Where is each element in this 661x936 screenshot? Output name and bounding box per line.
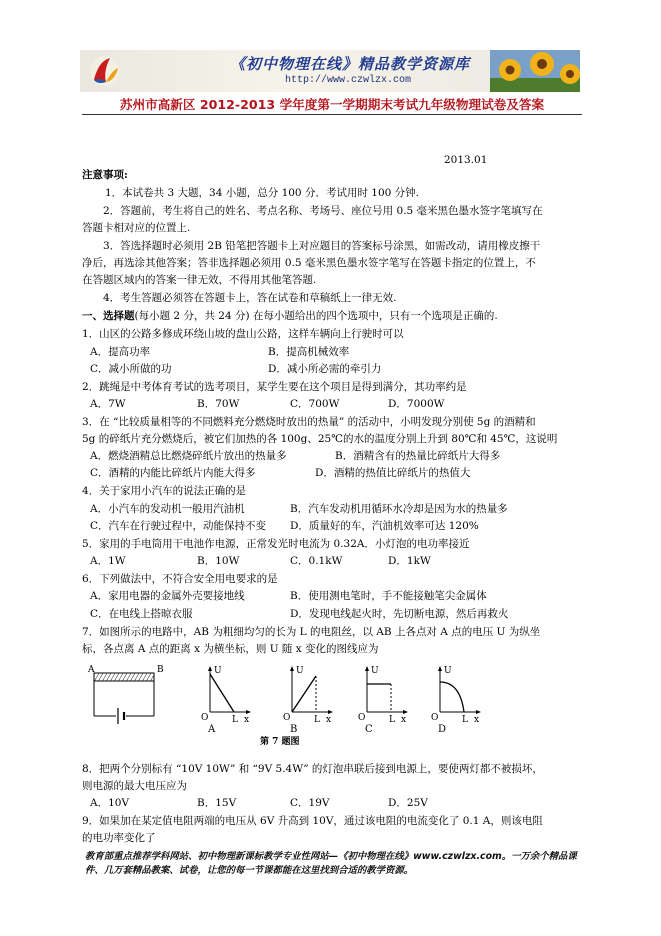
question-4-option-d: D．质量好的车，汽油机效率可达 120%	[290, 520, 479, 532]
graph-label-a: A	[208, 724, 216, 735]
axis-origin: O	[358, 713, 366, 723]
axis-origin: O	[283, 713, 291, 723]
graph-label-d: D	[438, 724, 447, 735]
footer-line: 教育部重点推荐学科网站、初中物理新课标教学专业性网站—《初中物理在线》www.czwlzx.com。一万余个精品课	[85, 851, 577, 862]
question-5-option-b: B．10W	[197, 555, 240, 567]
site-logo-icon	[88, 54, 122, 88]
question-6-option-d: D．发现电线起火时，先切断电源，然后再救火	[290, 608, 509, 620]
section-heading	[82, 309, 498, 323]
section-label: 一、选择题	[82, 310, 135, 322]
question-9-stem: 9．如果加在某定值电阻两端的电压从 6V 升高到 10V，通过该电阻的电流变化了 0.1 A，则该电阻	[82, 815, 543, 827]
figure-caption: 第 7 题图	[260, 737, 300, 747]
question-6-option-c: C．在电线上搭晾衣服	[90, 608, 193, 620]
question-2-option-a: A．7W	[90, 398, 126, 410]
axis-label-u: U	[214, 666, 222, 676]
question-4-option-c: C．汽车在行驶过程中，动能保持不变	[90, 520, 267, 532]
question-7-stem: 7．如图所示的电路中，AB 为粗细均匀的长为 L 的电阻丝，以 AB 上各点对 A 点的电压 U 为纵坐	[82, 626, 541, 638]
axis-label-u: U	[296, 666, 304, 676]
document-title: 苏州市高新区 2012-2013 学年度第一学期期末考试九年级物理试卷及答案	[119, 97, 545, 112]
axis-tick-l: L	[232, 715, 238, 725]
question-5-stem: 5．家用的手电筒用干电池作电源，正常发光时电流为 0.32A．小灯泡的电功率接近	[82, 538, 470, 550]
graph-option-a	[201, 666, 251, 735]
question-9-stem-cont: 的电功率变化了	[82, 832, 156, 844]
note-line: 3．答选择题时必须用 2B 铅笔把答题卡上对应题目的答案标号涂黑，如需改动，请用橡皮擦干	[103, 240, 541, 252]
question-8-option-d: D．25V	[388, 797, 428, 809]
note-line: 1．本试卷共 3 大题，34 小题，总分 100 分．考试用时 100 分钟.	[105, 187, 420, 199]
resistor-label-b: B	[157, 665, 164, 675]
question-1-option-c: C．减小所做的功	[90, 363, 172, 375]
question-3-option-c: C．酒精的内能比碎纸片内能大得多	[90, 467, 256, 479]
question-1-option-a: A．提高功率	[90, 346, 151, 358]
graph-option-d	[431, 666, 481, 735]
question-1-option-b: B．提高机械效率	[268, 346, 350, 358]
note-line: 4．考生答题必须答在答题卡上，答在试卷和草稿纸上一律无效.	[103, 292, 397, 304]
question-8-stem: 8．把两个分别标有 “10V 10W” 和 “9V 5.4W” 的灯泡串联后接到电源上，要使两灯都不被损坏，	[82, 763, 543, 775]
question-4-option-b: B．汽车发动机用循环水冷却是因为水的热量多	[290, 503, 508, 515]
question-8-option-c: C．19V	[290, 797, 330, 809]
question-4-option-a: A．小汽车的发动机一般用汽油机	[90, 503, 245, 515]
graph-label-c: C	[365, 724, 373, 735]
question-2-stem: 2．跳绳是中考体育考试的选考项目，某学生要在这个项目是得到满分，其功率约是	[82, 381, 467, 393]
question-7-stem-cont: 标，各点离 A 点的距离 x 为横坐标，则 U 随 x 变化的图线应为	[82, 643, 379, 655]
axis-label-u: U	[371, 666, 379, 676]
graph-option-b	[283, 666, 333, 735]
section-intro: (每小题 2 分，共 24 分) 在每小题给出的四个选项中，只有一个选项是正确的.	[134, 310, 498, 322]
page-footer	[85, 850, 590, 878]
title-divider	[82, 114, 582, 115]
question-3-option-b: B．酒精含有的热量比碎纸片大得多	[335, 450, 501, 462]
question-6-option-a: A．家用电器的金属外壳要接地线	[90, 590, 245, 602]
graph-option-c	[358, 666, 408, 735]
graph-label-b: B	[290, 724, 298, 735]
question-1-stem: 1．山区的公路多修成环绕山坡的盘山公路，这样车辆向上行驶时可以	[82, 328, 404, 340]
axis-tick-l: L	[314, 715, 320, 725]
circuit-diagram	[94, 673, 154, 724]
axis-label-x: x	[401, 715, 407, 725]
question-3-option-a: A．燃烧酒精总比燃烧碎纸片放出的热量多	[90, 450, 287, 462]
notes-heading: 注意事项:	[82, 169, 128, 181]
site-banner	[80, 50, 580, 92]
note-line: 2．答题前，考生将自己的姓名、考点名称、考场号、座位号用 0.5 毫米黑色墨水签字笔填写在	[103, 205, 543, 217]
note-line: 净后，再选涂其他答案；答非选择题必须用 0.5 毫米黑色墨水签字笔写在答题卡指定的位置上，不	[82, 257, 536, 269]
question-3-stem-cont: 5g 的碎纸片充分燃烧后，被它们加热的各 100g、25℃的水的温度分别上升到 80℃和 45℃，这说明	[82, 433, 558, 445]
question-6-stem: 6．下列做法中，不符合安全用电要求的是	[82, 573, 278, 585]
axis-label-u: U	[444, 666, 452, 676]
question-8-option-b: B．15V	[197, 797, 237, 809]
question-5-option-c: C．0.1kW	[290, 555, 343, 567]
note-line: 在答题区域内的答案一律无效，不得用其他笔答题.	[82, 274, 317, 286]
axis-origin: O	[431, 713, 439, 723]
question-8-stem-cont: 则电源的最大电压应为	[82, 780, 187, 792]
sunflower-icon	[490, 50, 580, 92]
note-line: 答题卡相对应的位置上.	[82, 222, 191, 234]
axis-label-x: x	[474, 715, 480, 725]
question-7-figure	[88, 664, 488, 762]
axis-origin: O	[201, 713, 209, 723]
resistor-label-a: A	[88, 665, 95, 675]
question-3-option-d: D．酒精的热值比碎纸片的热值大	[315, 467, 471, 479]
question-3-stem: 3．在 “比较质量相等的不同燃料充分燃烧时放出的热量” 的活动中，小明发现分别使 5g 的酒精和	[82, 416, 536, 428]
question-2-option-c: C．700W	[290, 398, 340, 410]
question-2-option-b: B．70W	[197, 398, 240, 410]
axis-label-x: x	[244, 715, 250, 725]
axis-tick-l: L	[462, 715, 468, 725]
question-2-option-d: D．7000W	[388, 398, 445, 410]
axis-tick-l: L	[389, 715, 395, 725]
question-8-option-a: A．10V	[90, 797, 130, 809]
footer-line: 件、几万套精品教案、试卷，让您的每一节课都能在这里找到合适的教学资源。	[85, 865, 414, 876]
document-date: 2013.01	[444, 154, 488, 166]
question-5-option-a: A．1W	[90, 555, 126, 567]
axis-label-x: x	[326, 715, 332, 725]
question-1-option-d: D．减小所必需的牵引力	[268, 363, 382, 375]
question-5-option-d: D．1kW	[388, 555, 431, 567]
banner-title: 《初中物理在线》精品教学资源库	[230, 55, 471, 73]
question-4-stem: 4．关于家用小汽车的说法正确的是	[82, 485, 247, 497]
banner-url[interactable]: http://www.czwlzx.com	[285, 75, 412, 86]
question-6-option-b: B．使用测电笔时，手不能接触笔尖金属体	[290, 590, 487, 602]
